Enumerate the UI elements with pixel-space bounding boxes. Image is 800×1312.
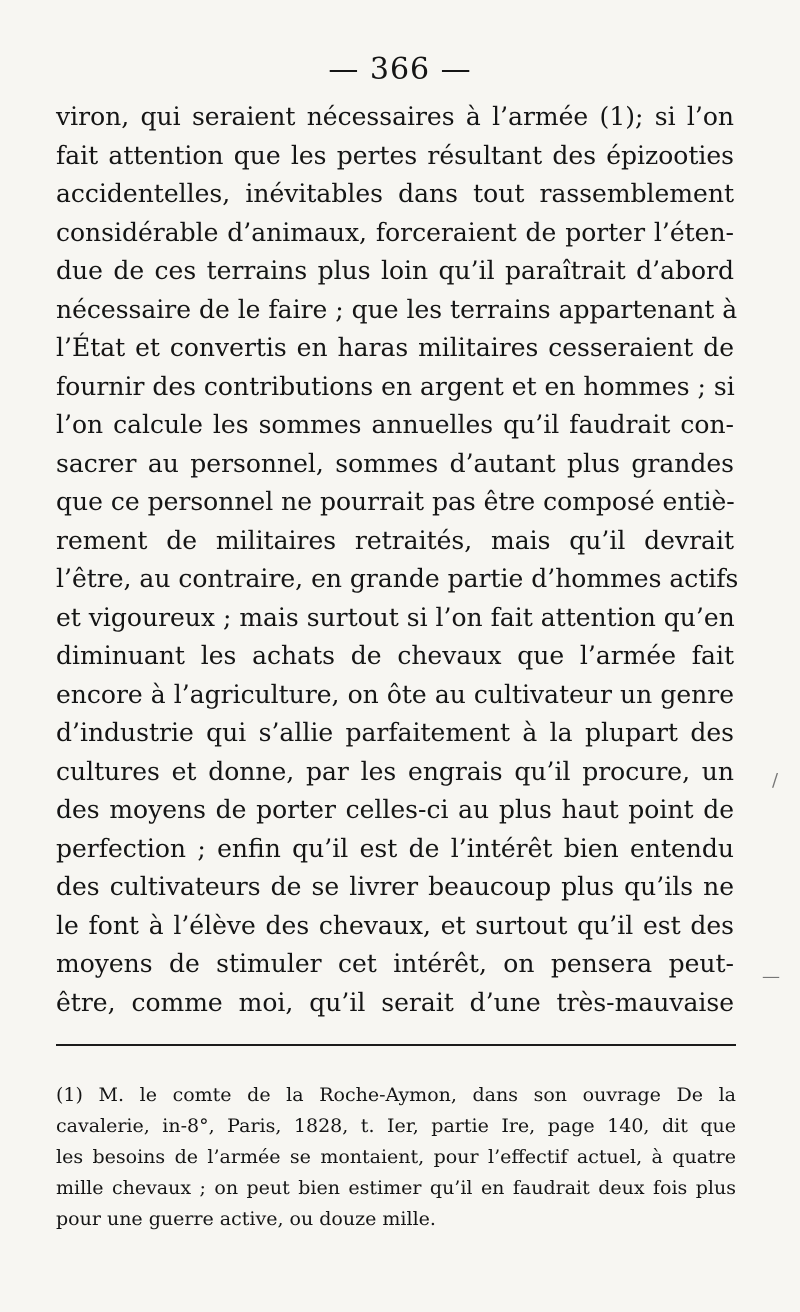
body-line: fournir des contributions en argent et en hommes ; si	[56, 371, 735, 401]
body-line: des moyens de porter celles-ci au plus haut point de	[56, 795, 734, 824]
body-line: accidentelles, inévitables dans tout rassemblement	[56, 179, 734, 208]
page-number: — 366 —	[328, 52, 472, 87]
body-line: être, comme moi, qu’il serait d’une très-mauvaise	[56, 987, 734, 1017]
body-text	[56, 98, 739, 1022]
body-line: nécessaire de le faire ; que les terrains appartenant à	[56, 294, 738, 324]
footnote-line: pour une guerre active, ou douze mille.	[56, 1208, 436, 1230]
body-line: le font à l’élève des chevaux, et surtout qu’il est des	[56, 910, 734, 940]
footnote-line: cavalerie, in-8°, Paris, 1828, t. Ier, partie Ire, page 140, dit que	[56, 1115, 736, 1137]
body-line: moyens de stimuler cet intérêt, on pensera peut-	[56, 949, 734, 978]
body-line: l’on calcule les sommes annuelles qu’il faudrait con-	[56, 410, 734, 439]
body-line: sacrer au personnel, sommes d’autant plus grandes	[56, 448, 734, 478]
margin-dash-mark: —	[762, 966, 780, 987]
body-line: cultures et donne, par les engrais qu’il procure, un	[56, 756, 734, 786]
body-line: perfection ; enfin qu’il est de l’intérêt bien entendu	[56, 833, 734, 863]
body-line: rement de militaires retraités, mais qu’il devrait	[56, 525, 734, 555]
body-line: l’État et convertis en haras militaires cesseraient de	[56, 333, 734, 362]
margin-tick-mark: /	[772, 770, 779, 791]
footnote-rule	[56, 1044, 736, 1046]
footnote-line: (1) M. le comte de la Roche-Aymon, dans son ouvrage De la	[56, 1084, 736, 1106]
body-line: viron, qui seraient nécessaires à l’armée (1); si l’on	[56, 102, 734, 131]
body-line: que ce personnel ne pourrait pas être composé entiè-	[56, 487, 735, 516]
footnote	[56, 1080, 736, 1235]
body-line: des cultivateurs de se livrer beaucoup plus qu’ils ne	[56, 872, 734, 901]
body-line: encore à l’agriculture, on ôte au cultivateur un genre	[56, 679, 734, 709]
body-line: l’être, au contraire, en grande partie d’hommes actifs	[56, 564, 739, 593]
body-line: considérable d’animaux, forceraient de porter l’éten-	[56, 217, 734, 247]
footnote-line: les besoins de l’armée se montaient, pour l’effectif actuel, à quatre	[56, 1146, 736, 1168]
body-line: et vigoureux ; mais surtout si l’on fait attention qu’en	[56, 602, 735, 632]
body-line: fait attention que les pertes résultant des épizooties	[56, 140, 734, 170]
body-line: d’industrie qui s’allie parfaitement à la plupart des	[56, 718, 734, 747]
body-line: diminuant les achats de chevaux que l’armée fait	[56, 641, 734, 670]
body-line: due de ces terrains plus loin qu’il paraîtrait d’abord	[56, 256, 734, 285]
footnote-line: mille chevaux ; on peut bien estimer qu’il en faudrait deux fois plus	[56, 1177, 736, 1199]
